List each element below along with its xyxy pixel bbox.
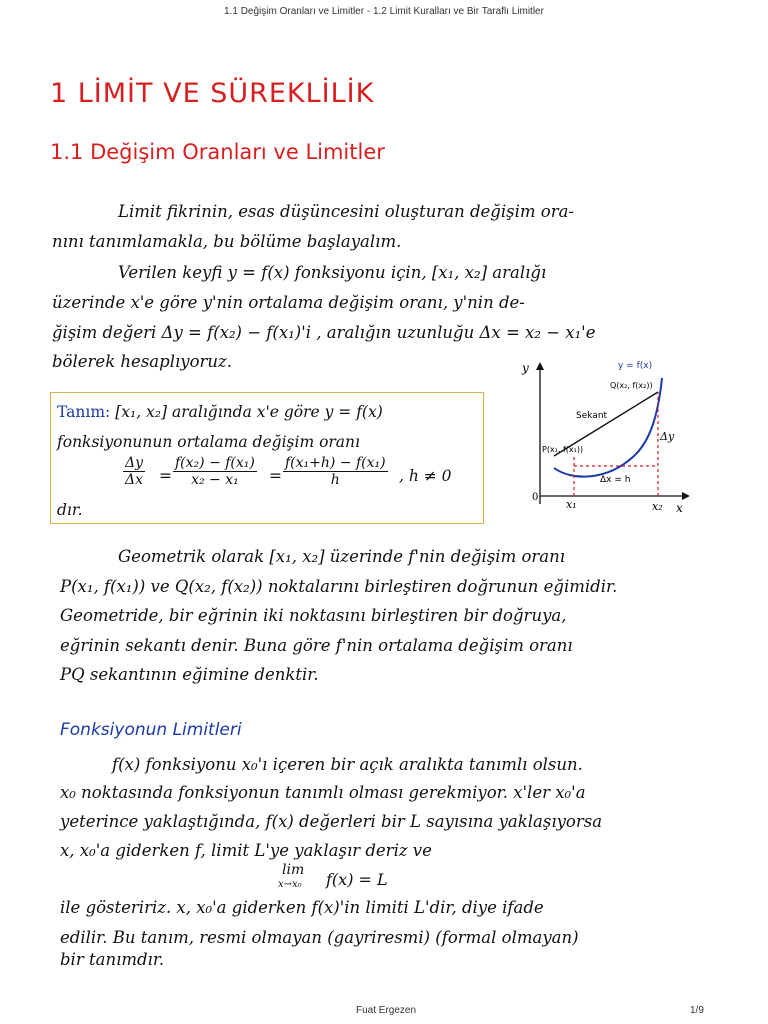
q-point-label: Q(x₂, f(x₂)) bbox=[610, 381, 653, 390]
difference-quotient-2 bbox=[283, 455, 388, 488]
secant-label: Sekant bbox=[576, 411, 608, 421]
closing-line-3: bir tanımdır. bbox=[60, 950, 165, 969]
closing-line-1: ile gösteririz. x, x₀'a giderken f(x)'in limiti L'dir, diye ifade bbox=[60, 898, 544, 917]
intro-line-4: üzerinde x'e göre y'nin ortalama değişim oranı, y'nin de- bbox=[52, 293, 525, 312]
delta-x-label: Δx = h bbox=[600, 475, 631, 485]
equals-sign-2: = bbox=[269, 467, 282, 485]
lim-body: f(x) = L bbox=[326, 870, 388, 889]
definition-label: Tanım: bbox=[57, 403, 111, 421]
frac2-numerator: f(x₁+h) − f(x₁) bbox=[285, 455, 386, 471]
equals-sign-1: = bbox=[159, 467, 172, 485]
closing-line-2: edilir. Bu tanım, resmi olmayan (gayriresmi) (formal olmayan) bbox=[60, 928, 579, 947]
intro-line-3: Verilen keyfi y = f(x) fonksiyonu için, [x₁, x₂] aralığı bbox=[118, 263, 547, 282]
limit-line-4: x, x₀'a giderken f, limit L'ye yaklaşır deriz ve bbox=[60, 841, 432, 860]
limit-line-3: yeterince yaklaştığında, f(x) değerleri bir L sayısına yaklaşıyorsa bbox=[60, 812, 603, 831]
curve-label: y = f(x) bbox=[618, 361, 653, 371]
delta-y-label: Δy bbox=[660, 430, 675, 443]
lim-subscript: x→x₀ bbox=[278, 879, 302, 890]
definition-box bbox=[50, 392, 484, 524]
intro-line-6: bölerek hesaplıyoruz. bbox=[52, 352, 232, 371]
intro-line-5: ğişim değeri Δy = f(x₂) − f(x₁)'i , aralığın uzunluğu Δx = x₂ − x₁'e bbox=[52, 323, 596, 342]
limit-line-2: x₀ noktasında fonksiyonun tanımlı olması gerekmiyor. x'ler x₀'a bbox=[60, 783, 586, 802]
function-curve bbox=[554, 378, 662, 477]
dy-numerator: Δy bbox=[125, 455, 144, 471]
frac1-numerator: f(x₂) − f(x₁) bbox=[175, 455, 255, 471]
definition-end: dır. bbox=[57, 501, 83, 519]
difference-quotient-1 bbox=[173, 455, 257, 488]
frac2-denominator: h bbox=[330, 472, 340, 488]
x-axis-label: x bbox=[676, 501, 683, 515]
footer-page: 1/9 bbox=[690, 1005, 704, 1016]
page-header: 1.1 Değişim Oranları ve Limitler - 1.2 Limit Kuralları ve Bir Taraflı Limitler bbox=[224, 6, 544, 17]
y-axis-label: y bbox=[522, 361, 529, 375]
subsection-title: Fonksiyonun Limitleri bbox=[60, 720, 242, 740]
definition-line-1: [x₁, x₂] aralığında x'e göre y = f(x) bbox=[115, 403, 383, 421]
y-axis-arrow-icon bbox=[536, 362, 544, 370]
frac1-denominator: x₂ − x₁ bbox=[191, 472, 239, 488]
geometric-line-1: Geometrik olarak [x₁, x₂] üzerinde f'nin değişim oranı bbox=[118, 547, 566, 566]
definition-text-1 bbox=[57, 403, 383, 421]
dx-denominator: Δx bbox=[125, 472, 144, 488]
section-title: 1.1 Değişim Oranları ve Limitler bbox=[50, 140, 385, 164]
p-point-label: P(x₁, f(x₁)) bbox=[542, 445, 584, 454]
dy-dx-fraction bbox=[123, 455, 145, 488]
intro-line-2: nını tanımlamakla, bu bölüme başlayalım. bbox=[52, 232, 402, 251]
lim-word: lim bbox=[282, 862, 305, 878]
intro-line-1: Limit fikrinin, esas düşüncesini oluşturan değişim ora- bbox=[118, 202, 575, 221]
secant-graph bbox=[512, 356, 692, 516]
geometric-line-5: PQ sekantının eğimine denktir. bbox=[60, 665, 319, 684]
definition-line-2: fonksiyonunun ortalama değişim oranı bbox=[57, 433, 360, 451]
geometric-line-4: eğrinin sekantı denir. Buna göre f'nin ortalama değişim oranı bbox=[60, 636, 573, 655]
origin-label: 0 bbox=[532, 492, 539, 503]
geometric-line-2: P(x₁, f(x₁)) ve Q(x₂, f(x₂)) noktalarını birleştiren doğrunun eğimidir. bbox=[60, 577, 618, 596]
x-axis-arrow-icon bbox=[682, 492, 690, 500]
x2-label: x₂ bbox=[652, 500, 663, 513]
chapter-title: 1 LİMİT VE SÜREKLİLİK bbox=[50, 78, 375, 109]
footer-author: Fuat Ergezen bbox=[356, 1005, 417, 1016]
geometric-line-3: Geometride, bir eğrinin iki noktasını birleştiren bir doğruya, bbox=[60, 606, 567, 625]
x1-label: x₁ bbox=[566, 498, 577, 511]
h-condition: , h ≠ 0 bbox=[399, 467, 452, 485]
limit-line-1: f(x) fonksiyonu x₀'ı içeren bir açık aralıkta tanımlı olsun. bbox=[112, 755, 583, 774]
